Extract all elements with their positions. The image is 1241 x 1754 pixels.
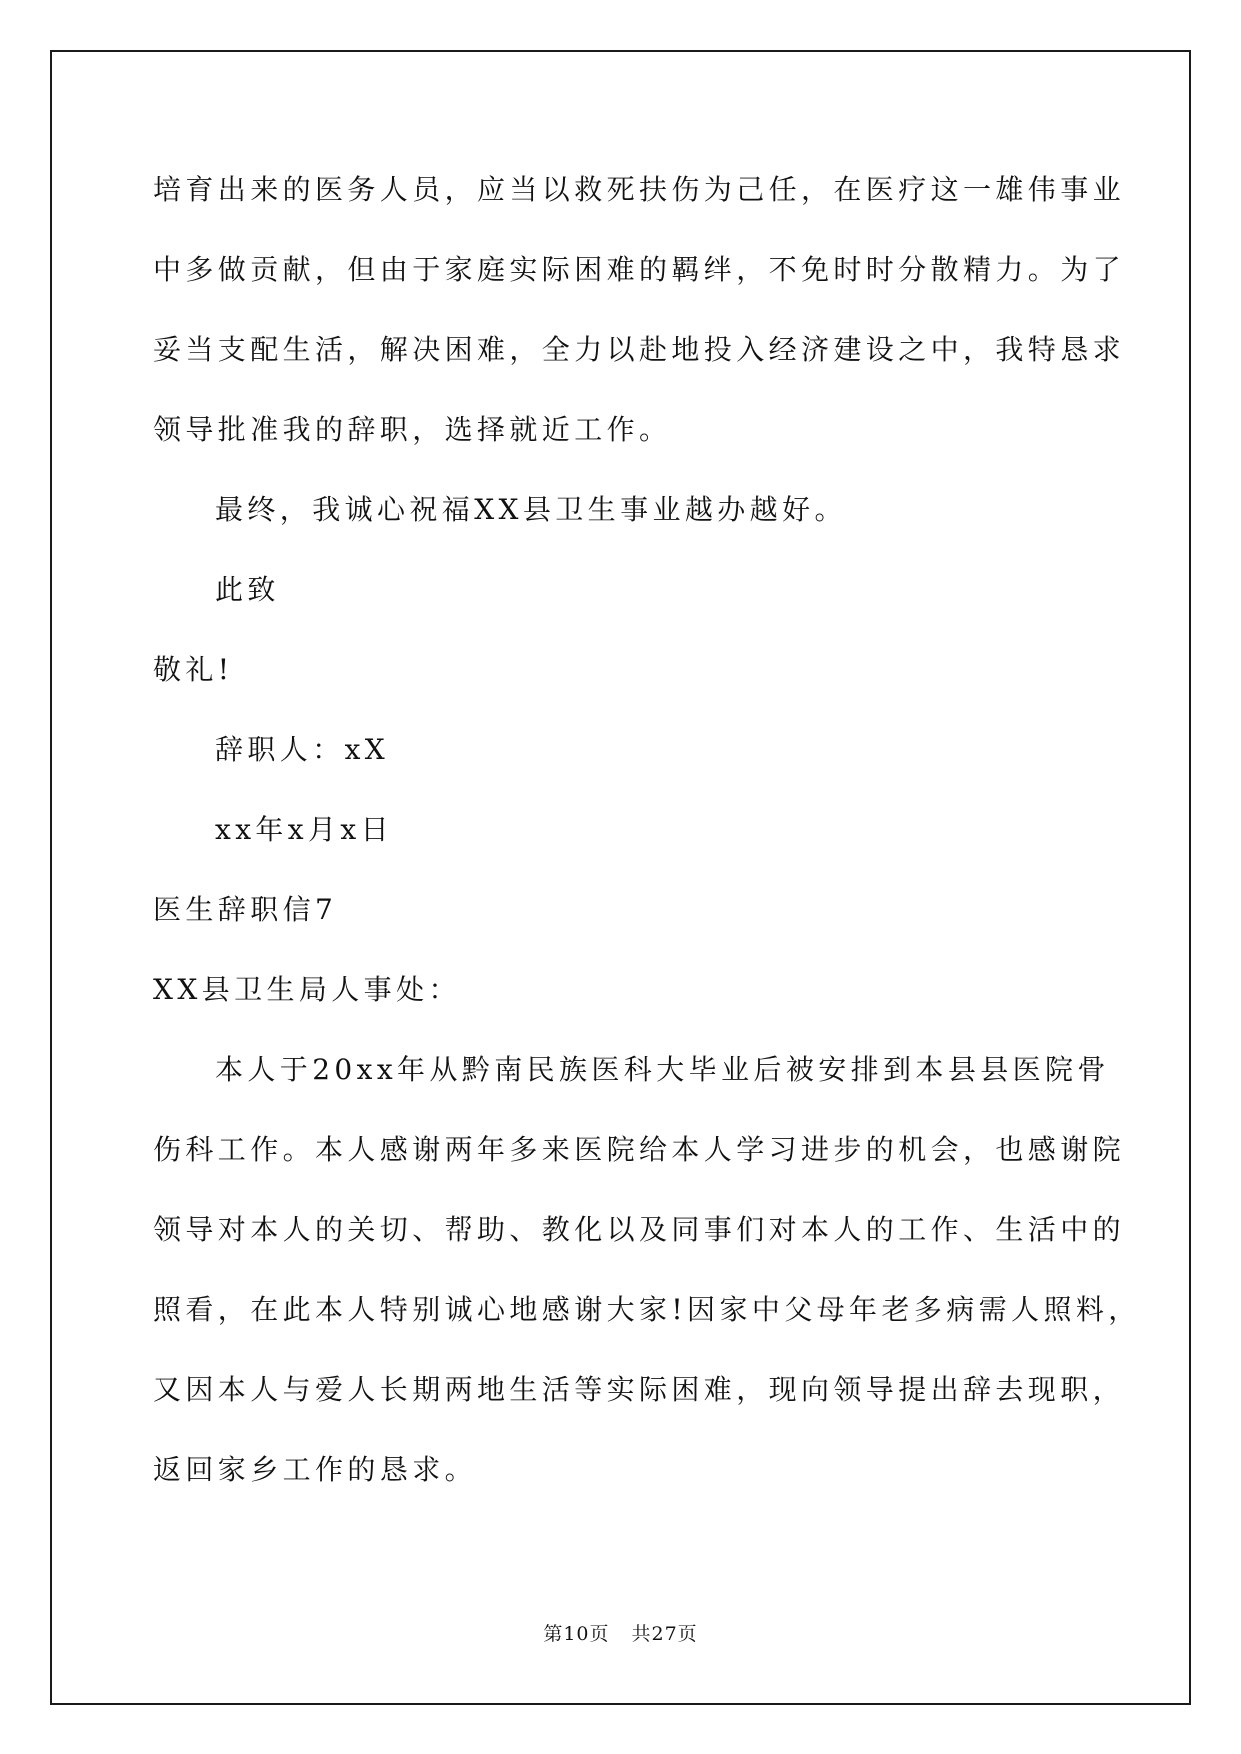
recipient-line: XX县卫生局人事处： — [153, 973, 461, 1006]
closing-wish: 最终，我诚心祝福XX县卫生事业越办越好。 — [215, 493, 847, 526]
paragraph-line: 本人于20xx年从黔南民族医科大毕业后被安排到本县县医院骨 — [215, 1053, 1110, 1086]
paragraph-line: 领导批准我的辞职，选择就近工作。 — [153, 413, 672, 446]
paragraph-line: 领导对本人的关切、帮助、教化以及同事们对本人的工作、生活中的 — [153, 1213, 1126, 1246]
paragraph-line: 妥当支配生活，解决困难，全力以赴地投入经济建设之中，我特恳求 — [153, 333, 1126, 366]
paragraph-line: 伤科工作。本人感谢两年多来医院给本人学习进步的机会，也感谢院 — [153, 1133, 1126, 1166]
page-number: 第10页 — [543, 1623, 610, 1645]
signature-line: 辞职人：xX — [215, 733, 390, 766]
paragraph-line: 又因本人与爱人长期两地生活等实际困难，现向领导提出辞去现职， — [153, 1373, 1126, 1406]
salutation-jingli: 敬礼! — [153, 653, 234, 686]
page-footer — [0, 1619, 1241, 1646]
salutation-cizhi: 此致 — [215, 573, 280, 606]
paragraph-line: 返回家乡工作的恳求。 — [153, 1453, 478, 1486]
paragraph-line: 培育出来的医务人员，应当以救死扶伤为己任，在医疗这一雄伟事业 — [153, 173, 1126, 206]
date-line: xx年x月x日 — [215, 813, 393, 846]
document-body — [153, 160, 1141, 1520]
section-title: 医生辞职信7 — [153, 893, 338, 926]
paragraph-line: 中多做贡献，但由于家庭实际困难的羁绊，不免时时分散精力。为了 — [153, 253, 1126, 286]
paragraph-line: 照看，在此本人特别诚心地感谢大家!因家中父母年老多病需人照料， — [153, 1293, 1141, 1326]
total-pages: 共27页 — [631, 1623, 698, 1645]
